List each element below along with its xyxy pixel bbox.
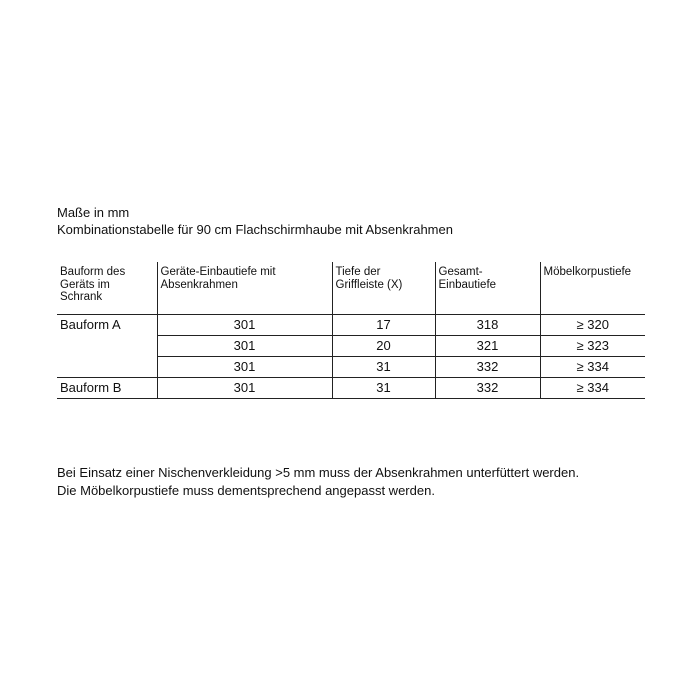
group-cell: Bauform B [57, 377, 157, 398]
cell-gesamt: 318 [435, 314, 540, 335]
cell-einbautiefe: 301 [157, 314, 332, 335]
cell-gesamt: 332 [435, 356, 540, 377]
header-einbautiefe: Geräte-Einbautiefe mit Absenkrahmen [157, 262, 332, 314]
footnote [57, 464, 579, 500]
header-gesamt-einbautiefe: Gesamt-Einbautiefe [435, 262, 540, 314]
table-header-row [57, 262, 645, 314]
group-cell [57, 335, 157, 356]
cell-griffleiste: 31 [332, 377, 435, 398]
table-row [57, 377, 645, 398]
combination-table [57, 262, 645, 399]
cell-korpustiefe: ≥ 320 [540, 314, 645, 335]
cell-einbautiefe: 301 [157, 356, 332, 377]
footnote-line: Bei Einsatz einer Nischenverkleidung >5 mm muss der Absenkrahmen unterfüttert werden. [57, 465, 580, 480]
table-row [57, 356, 645, 377]
cell-korpustiefe: ≥ 323 [540, 335, 645, 356]
units-note: Maße in mm [57, 205, 130, 220]
header-moebelkorpustiefe: Möbelkorpustiefe [540, 262, 645, 314]
table-title: Kombinationstabelle für 90 cm Flachschirmhaube mit Absenkrahmen [57, 222, 453, 237]
document-heading [57, 204, 453, 238]
header-bauform: Bauform des Geräts im Schrank [57, 262, 157, 314]
cell-griffleiste: 17 [332, 314, 435, 335]
cell-gesamt: 321 [435, 335, 540, 356]
table-row [57, 335, 645, 356]
group-cell: Bauform A [57, 314, 157, 335]
group-cell [57, 356, 157, 377]
cell-einbautiefe: 301 [157, 335, 332, 356]
cell-korpustiefe: ≥ 334 [540, 356, 645, 377]
cell-griffleiste: 20 [332, 335, 435, 356]
cell-gesamt: 332 [435, 377, 540, 398]
footnote-line: Die Möbelkorpustiefe muss dementsprechend angepasst werden. [57, 483, 435, 498]
header-griffleiste: Tiefe der Griffleiste (X) [332, 262, 435, 314]
table-row [57, 314, 645, 335]
cell-einbautiefe: 301 [157, 377, 332, 398]
cell-griffleiste: 31 [332, 356, 435, 377]
cell-korpustiefe: ≥ 334 [540, 377, 645, 398]
